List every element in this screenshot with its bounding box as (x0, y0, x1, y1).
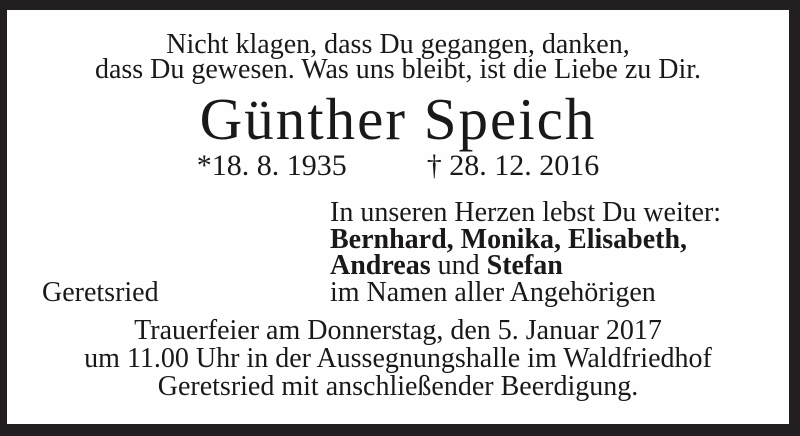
obituary-notice (7, 10, 789, 424)
tribute-block (330, 197, 722, 309)
life-dates (7, 151, 789, 181)
mourner-connector: und (430, 250, 487, 282)
deceased-name: Günther Speich (199, 86, 597, 152)
place-name: Geretsried (42, 277, 159, 308)
mourners-line-1: Bernhard, Monika, Elisabeth, (330, 223, 688, 255)
death-date: † 28. 12. 2016 (426, 149, 600, 182)
epitaph-line-2: dass Du gewesen. Was uns bleibt, ist die Liebe zu Dir. (94, 54, 702, 85)
epitaph-quote (7, 29, 789, 85)
mourners-line-2 (330, 250, 721, 282)
birth-date: *18. 8. 1935 (196, 149, 347, 182)
mourner-andreas: Andreas (330, 250, 431, 282)
funeral-line-1: Trauerfeier am Donnerstag, den 5. Januar 2017 (134, 315, 662, 346)
funeral-info (7, 317, 789, 401)
epitaph-line-1: Nicht klagen, dass Du gegangen, danken, (166, 29, 630, 60)
funeral-line-3: Geretsried mit anschließender Beerdigung. (157, 371, 639, 402)
mourner-stefan: Stefan (486, 250, 563, 282)
tribute-intro: In unseren Herzen lebst Du weiter: (330, 197, 722, 228)
funeral-line-2: um 11.00 Uhr in der Aussegnungshalle im Waldfriedhof (84, 343, 712, 374)
behalf-line: im Namen aller Angehörigen (330, 277, 656, 309)
